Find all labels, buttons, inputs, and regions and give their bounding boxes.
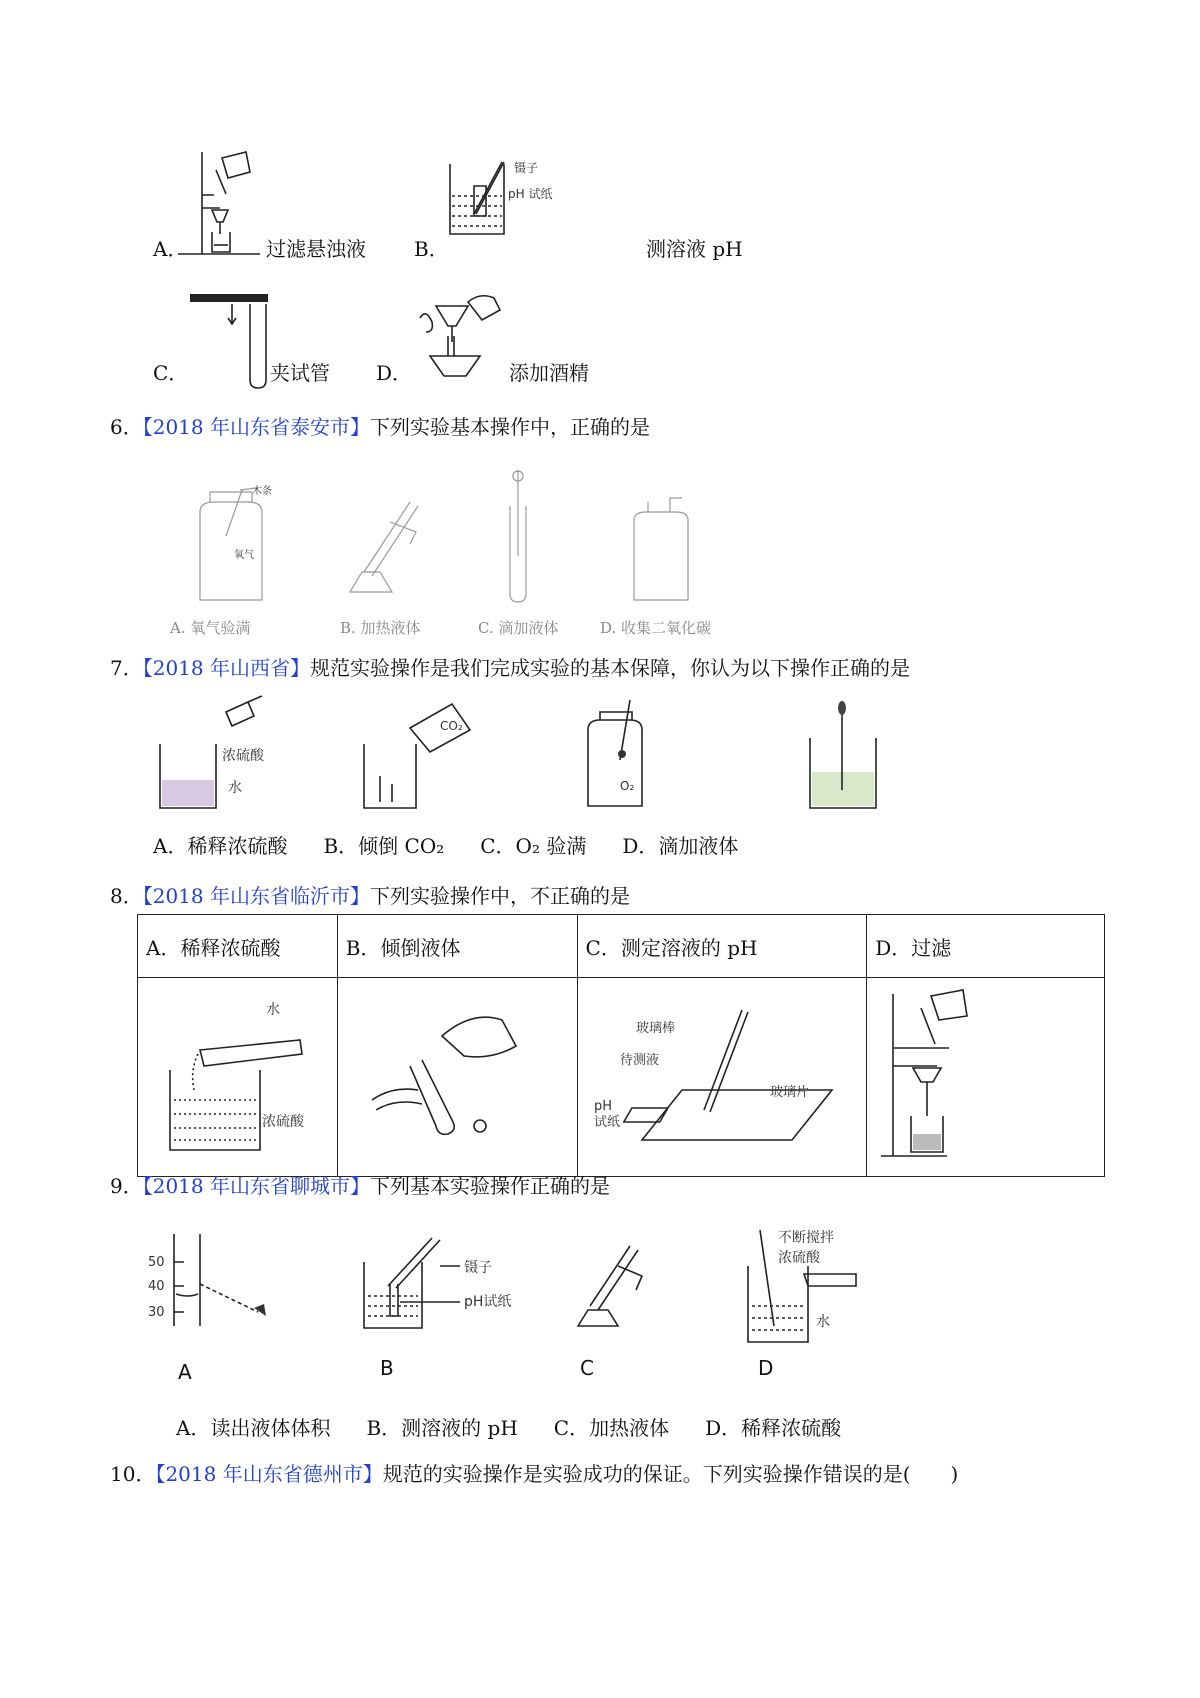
q5-option-c-letter: C． (153, 361, 189, 385)
q8-ph-test-figure (592, 990, 852, 1162)
q8-cell-b (337, 978, 577, 1177)
q9b-tweezers-label: 镊子 (464, 1260, 492, 1276)
q8-filtration-figure (877, 986, 977, 1166)
q8-pour-liquid-figure (352, 990, 562, 1162)
q10-source: 【2018 年山东省德州市】 (155, 1462, 383, 1486)
q6-caption-a: A. 氧气验满 (170, 619, 251, 637)
q7-line (110, 656, 910, 680)
q6-wood-label: 木条 (252, 486, 272, 497)
q9d-water-label: 水 (816, 1314, 830, 1330)
dilute-acid-figure (156, 700, 276, 812)
q9a-tick-50: 50 (148, 1255, 165, 1270)
q5-option-b-letter: B． (414, 237, 449, 261)
ph-paper-label: pH 试纸 (508, 187, 553, 201)
q8-source: 【2018 年山东省临沂市】 (142, 884, 370, 908)
q9a-tick-30: 30 (148, 1305, 165, 1320)
q8c-liquid-label: 待测液 (619, 1053, 659, 1068)
read-volume-figure (148, 1234, 280, 1330)
q6-source: 【2018 年山东省泰安市】 (142, 415, 370, 439)
q9-options-line (176, 1416, 841, 1440)
q7-c-letter: C． (480, 834, 516, 858)
clamp-test-tube-figure (190, 292, 280, 392)
q9-figure-letter-a: A (178, 1360, 192, 1384)
pour-co2-figure (360, 700, 480, 812)
q8-line (110, 884, 630, 908)
q6-caption-c: C. 滴加液体 (478, 619, 559, 637)
q7-stem: 规范实验操作是我们完成实验的基本保障，你认为以下操作正确的是 (310, 656, 910, 680)
q10-stem: 规范的实验操作是实验成功的保证。下列实验操作错误的是( ) (382, 1462, 959, 1486)
q9-c-label: 加热液体 (589, 1416, 670, 1440)
q8-header-row (138, 915, 1105, 978)
q5-option-c-label: 夹试管 (270, 361, 330, 385)
q9-line (110, 1174, 610, 1198)
q5-option-d-label: 添加酒精 (509, 361, 589, 385)
dropping-liquid-figure (498, 466, 538, 606)
q8-dilute-acid-figure (150, 990, 326, 1162)
q7-acid-label: 浓硫酸 (222, 748, 264, 764)
q7-d-label: 滴加液体 (658, 834, 739, 858)
q8-header-a: A．稀释浓硫酸 (138, 915, 338, 978)
q8-number: 8． (110, 884, 143, 908)
q8c-paper-label: 试纸 (593, 1115, 620, 1130)
q8-image-row (138, 978, 1105, 1177)
q9-a-letter: A． (176, 1416, 211, 1440)
q9-option-a (176, 1416, 330, 1440)
q10-number: 10． (110, 1462, 156, 1486)
dropper-figure (806, 700, 886, 812)
heating-liquid-figure (330, 492, 430, 602)
q9-source: 【2018 年山东省聊城市】 (142, 1174, 370, 1198)
q8-options-table (137, 914, 1105, 1177)
q7-source: 【2018 年山西省】 (142, 656, 310, 680)
q6-oxygen-label: 氧气 (234, 550, 254, 561)
q8-header-c: C．测定溶液的 pH (577, 915, 867, 978)
q9-a-label: 读出液体体积 (210, 1416, 331, 1440)
q9b-ph-paper-label: pH试纸 (464, 1294, 512, 1310)
oxygen-full-test-figure (190, 486, 290, 606)
ph-test-figure (446, 156, 576, 238)
q7-option-a (153, 834, 287, 858)
q8c-rod-label: 玻璃棒 (635, 1021, 675, 1036)
add-alcohol-figure (410, 292, 520, 382)
filter-suspension-figure (176, 150, 266, 260)
dilute-acid-stir-figure (744, 1226, 904, 1350)
measure-ph-figure (360, 1236, 510, 1332)
q7-co2-label: CO₂ (440, 719, 463, 733)
q10-line (110, 1462, 958, 1486)
q7-c-label: O₂ 验满 (515, 834, 587, 858)
q9a-tick-40: 40 (148, 1279, 165, 1294)
q8a-acid-label: 浓硫酸 (262, 1114, 304, 1130)
q9-b-letter: B． (366, 1416, 402, 1440)
q7-option-d (622, 834, 738, 858)
q9-figure-letter-c: C (580, 1356, 594, 1380)
q7-option-b (323, 834, 444, 858)
q9d-stir-label: 不断搅拌 (778, 1230, 834, 1246)
q9-option-d (705, 1416, 841, 1440)
q6-caption-b: B. 加热液体 (340, 619, 421, 637)
q5-option-d-letter: D． (376, 361, 413, 385)
q9-option-b (366, 1416, 517, 1440)
q9-d-letter: D． (705, 1416, 742, 1440)
q7-o2-label: O₂ (620, 779, 635, 793)
q8-header-b: B．倾倒液体 (337, 915, 577, 978)
q6-line (110, 415, 650, 439)
q9-c-letter: C． (553, 1416, 590, 1440)
q9-number: 9． (110, 1174, 143, 1198)
q8c-ph-label: pH (593, 1099, 612, 1114)
q8c-glass-label: 玻璃片 (769, 1085, 809, 1100)
q7-a-letter: A． (153, 834, 188, 858)
q8-cell-c (577, 978, 867, 1177)
tweezers-label: 镊子 (514, 161, 539, 175)
o2-full-test-figure (580, 700, 660, 812)
q5-option-b-label: 测溶液 pH (646, 237, 743, 261)
heat-liquid-figure (568, 1236, 668, 1332)
q9-d-label: 稀释浓硫酸 (741, 1416, 842, 1440)
q6-caption-d: D. 收集二氧化碳 (600, 619, 712, 637)
q7-options-line (153, 834, 738, 858)
q5-option-a-letter: A． (153, 237, 188, 261)
q9-figure-letter-d: D (758, 1356, 774, 1380)
q9d-acid-label: 浓硫酸 (778, 1250, 820, 1266)
q8a-water-label: 水 (266, 1002, 280, 1018)
q7-d-letter: D． (622, 834, 659, 858)
q9-option-c (554, 1416, 669, 1440)
q8-cell-a (138, 978, 338, 1177)
q8-cell-d (867, 978, 1105, 1177)
q8-header-d: D．过滤 (867, 915, 1105, 978)
q5-option-a-label: 过滤悬浊液 (266, 237, 366, 261)
q7-a-label: 稀释浓硫酸 (187, 834, 288, 858)
q7-option-c (480, 834, 586, 858)
q7-water-label: 水 (228, 780, 242, 796)
q6-stem: 下列实验基本操作中，正确的是 (370, 415, 650, 439)
q7-b-letter: B． (323, 834, 359, 858)
q9-figure-letter-b: B (380, 1356, 394, 1380)
q9-b-label: 测溶液的 pH (401, 1416, 518, 1440)
q6-number: 6． (110, 415, 143, 439)
q7-number: 7． (110, 656, 143, 680)
q7-b-label: 倾倒 CO₂ (358, 834, 445, 858)
q8-stem: 下列实验操作中，不正确的是 (370, 884, 630, 908)
q9-stem: 下列基本实验操作正确的是 (370, 1174, 610, 1198)
collect-co2-figure (626, 496, 706, 606)
